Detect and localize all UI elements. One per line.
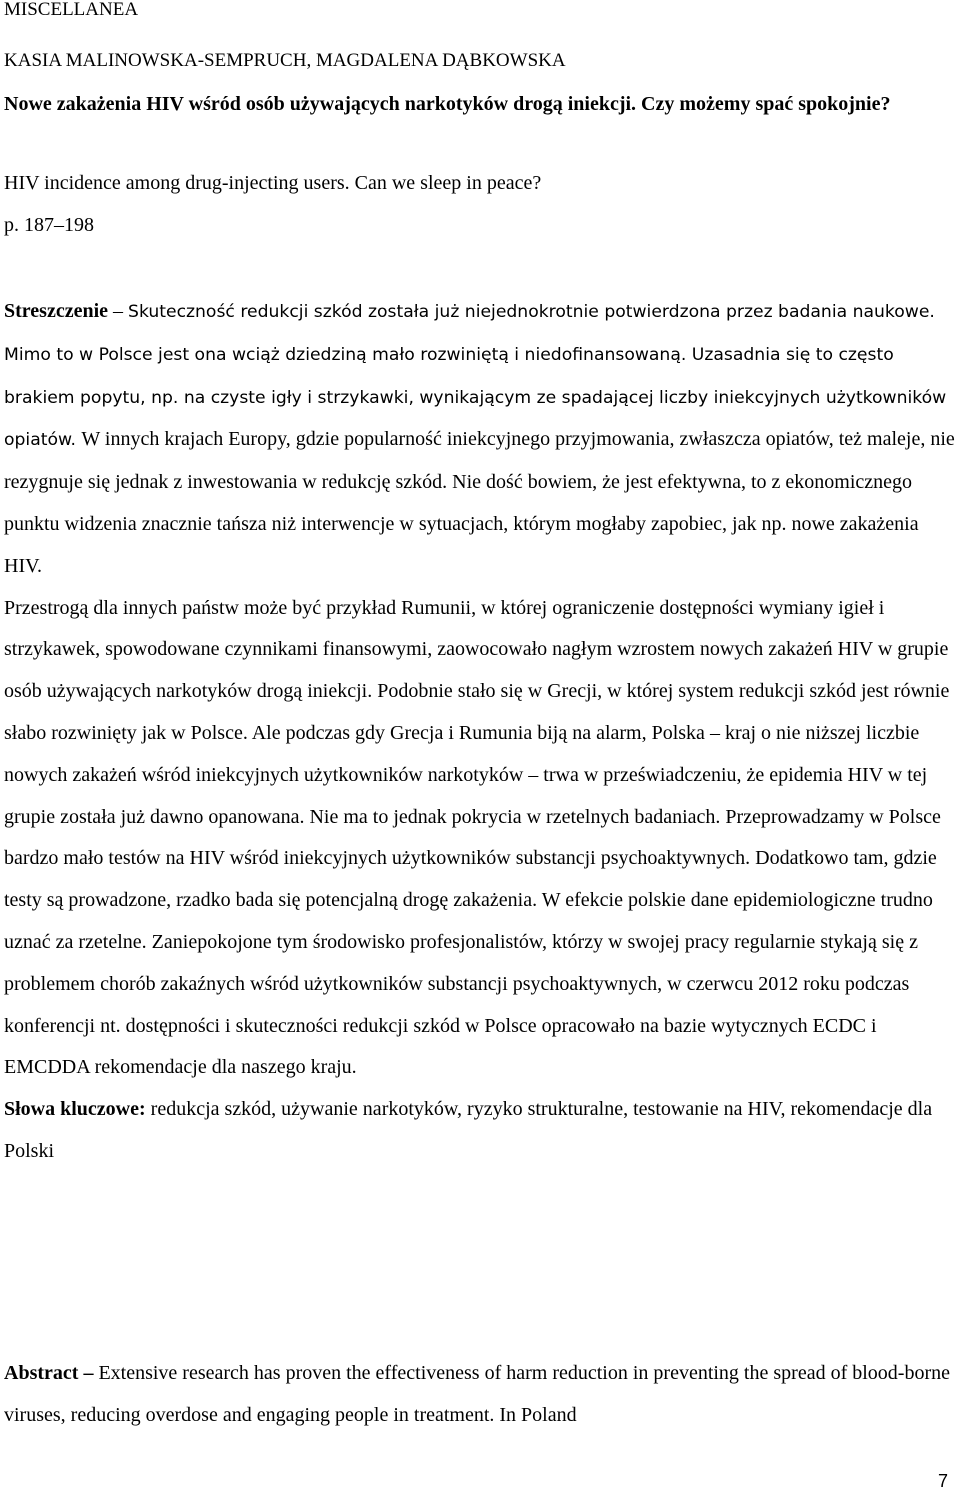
keywords-paragraph: [4, 1089, 958, 1173]
keywords-heading: Słowa kluczowe:: [4, 1098, 146, 1121]
abstract-block: [4, 1352, 958, 1436]
streszczenie-text-serif: W innych krajach Europy, gdzie popularność iniekcyjnego przyjmowania, zwłaszcza opiatów, też maleje, nie rezygnuje się jednak z inwestowania w redukcję szkód. Nie dość bowiem, że jest efektywna, to z ekonomicznego punktu widzenia znacznie tańsza niż interwencje w sytuacjach, którym mogłaby zapobiec, jak np. nowe zakażenia HIV.: [4, 428, 955, 577]
streszczenie-block: [4, 291, 958, 1173]
streszczenie-text-sans: Skuteczność redukcji szkód została już niejednokrotnie potwierdzona przez badania naukowe. Mimo to w Polsce jest ona wciąż dziedziną mało rozwiniętą i niedofinansowaną. Uzasadnia się to często brakiem popytu, np. na czyste igły i strzykawki, wynikającym ze spadającej liczby iniekcyjnych użytkowników opiatów.: [4, 302, 947, 451]
streszczenie-paragraph-2: Przestrogą dla innych państw może być przykład Rumunii, w której ograniczenie dostępności wymiany igieł i strzykawek, spowodowane czynnikami finansowymi, zaowocowało nagłym wzrostem nowych zakażeń HIV w grupie osób używających narkotyków drogą iniekcji. Podobnie stało się w Grecji, w której system redukcji szkód jest równie słabo rozwinięty jak w Polsce. Ale podczas gdy Grecja i Rumunia biją na alarm, Polska – kraj o nie niższej liczbie nowych zakażeń wśród iniekcyjnych użytkowników narkotyków – trwa w przeświadczeniu, że epidemia HIV w tej grupie została już dawno opanowana. Nie ma to jednak pokrycia w rzetelnych badaniach. Przeprowadzamy w Polsce bardzo mało testów na HIV wśród iniekcyjnych użytkowników substancji psychoaktywnych. Dodatkowo tam, gdzie testy są prowadzone, rzadko bada się potencjalną drogę zakażenia. W efekcie polskie dane epidemiologiczne trudno uznać za rzetelne. Zaniepokojone tym środowisko profesjonalistów, którzy w swojej pracy regularnie stykają się z problemem chorób zakaźnych wśród użytkowników substancji psychoaktywnych, w czerwcu 2012 roku podczas konferencji nt. dostępności i skuteczności redukcji szkód w Polsce opracowało na bazie wytycznych ECDC i EMCDDA rekomendacje dla naszego kraju.: [4, 596, 950, 1079]
abstract-dash: –: [78, 1362, 99, 1384]
title-polish: Nowe zakażenia HIV wśród osób używających narkotyków drogą iniekcji. Czy możemy spać spokojnie?: [4, 93, 891, 115]
page-range: p. 187–198: [4, 214, 94, 236]
keywords-text: redukcja szkód, używanie narkotyków, ryzyko strukturalne, testowanie na HIV, rekomendacje dla Polski: [4, 1098, 933, 1162]
streszczenie-dash: –: [108, 300, 129, 322]
streszczenie-heading: Streszczenie: [4, 300, 109, 322]
title-english: HIV incidence among drug-injecting users. Can we sleep in peace?: [4, 172, 542, 194]
authors: KASIA MALINOWSKA-SEMPRUCH, MAGDALENA DĄBKOWSKA: [4, 50, 566, 71]
abstract-heading: Abstract: [4, 1362, 79, 1384]
page-number: 7: [937, 1471, 948, 1491]
abstract-text: Extensive research has proven the effectiveness of harm reduction in preventing the spread of blood-borne viruses, reducing overdose and engaging people in treatment. In Poland: [4, 1362, 950, 1426]
section-label: MISCELLANEA: [4, 0, 139, 20]
streszczenie-paragraph-1: [4, 291, 958, 588]
